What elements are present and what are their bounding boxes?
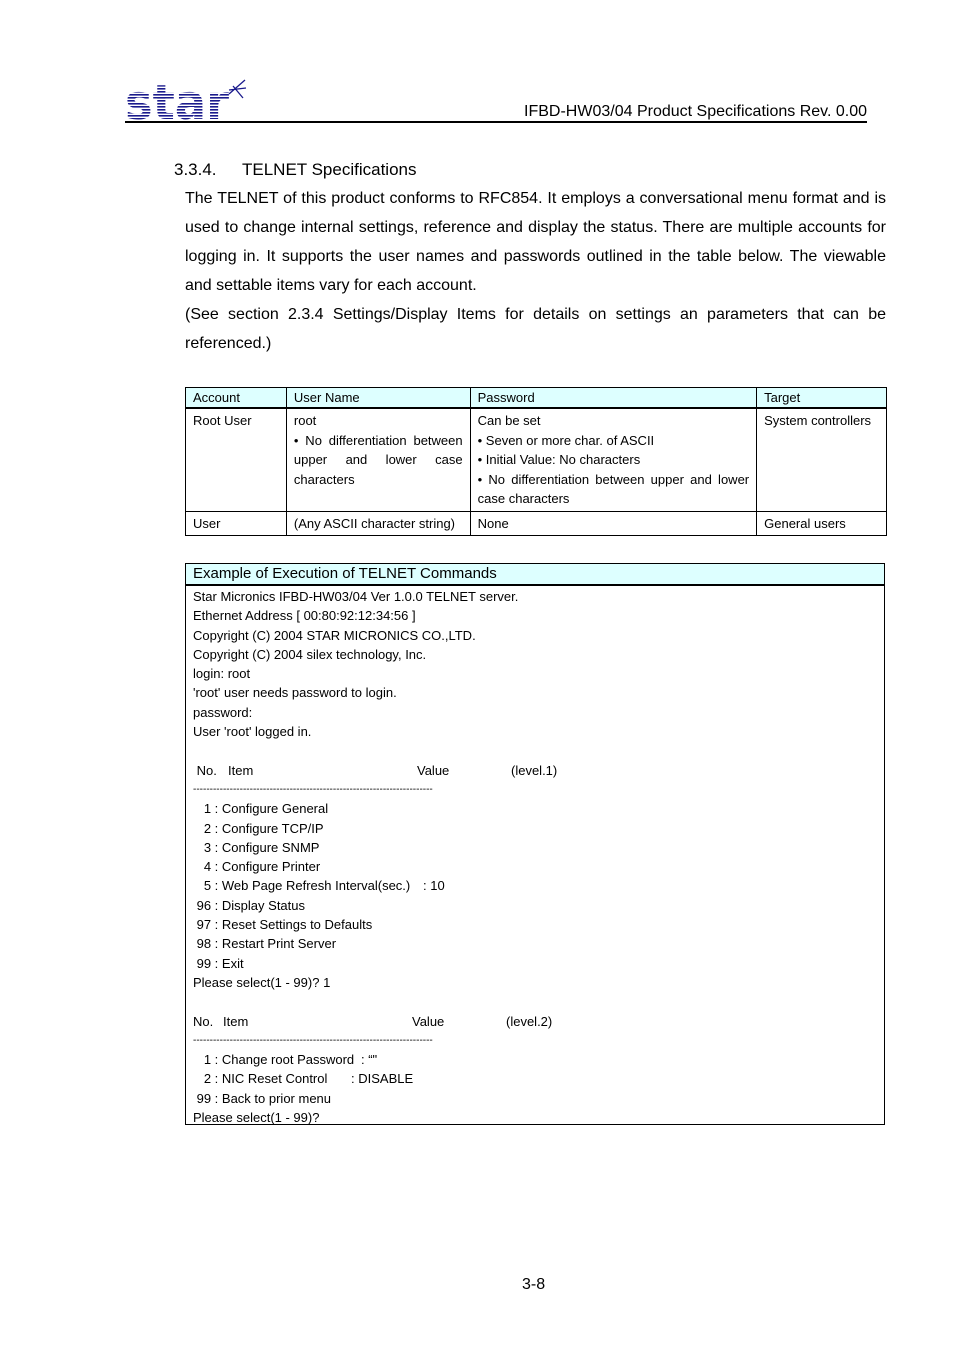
- intro-paragraph: The TELNET of this product conforms to RFC854. It employs a conversational menu format and is used to change internal settings, reference and display the status. There are multiple accounts for logging in. It supports the user names and passwords outlined in the table below. The viewable and settable items vary for each account.: [185, 190, 886, 294]
- star-logo: [125, 76, 247, 122]
- password-cell: [470, 408, 756, 511]
- menu-item: [193, 819, 518, 838]
- header-divider: [125, 121, 867, 123]
- console-line: [193, 741, 518, 760]
- logo-star-icon: [229, 80, 246, 98]
- user-name-cell: (Any ASCII character string): [286, 511, 470, 536]
- password-cell: None: [470, 511, 756, 536]
- column-header: Password: [470, 388, 756, 409]
- target-cell: General users: [757, 511, 887, 536]
- password-line: Can be set: [477, 413, 541, 428]
- account-cell: Root User: [186, 408, 287, 511]
- section-number: 3.3.4.: [174, 160, 217, 179]
- account-cell: User: [186, 511, 287, 536]
- console-line: Copyright (C) 2004 silex technology, Inc.: [193, 646, 427, 662]
- console-output: [193, 587, 558, 1127]
- telnet-example-box: [185, 563, 885, 1125]
- menu-col-item: Item: [228, 762, 254, 778]
- console-line: 'root' user needs password to login.: [193, 685, 397, 701]
- menu-col-value: Value: [417, 762, 450, 778]
- menu-item-label: 98 : Restart Print Server: [193, 936, 337, 952]
- menu-col-item: Item: [223, 1013, 249, 1029]
- menu-item: [193, 799, 518, 818]
- console-blank: [193, 992, 518, 1011]
- menu-level: (level.1): [511, 762, 558, 778]
- menu-item-value: : DISABLE: [351, 1071, 414, 1087]
- reference-paragraph: (See section 2.3.4 Settings/Display Items for details on settings an parameters that can be referenced.): [185, 306, 886, 352]
- menu-item-value: : 10: [423, 878, 445, 894]
- user-name-cell: [286, 408, 470, 511]
- menu-item-label: 1 : Change root Password: [193, 1052, 355, 1068]
- table-row: [186, 511, 887, 536]
- menu-item-label: 5 : Web Page Refresh Interval(sec.): [193, 878, 411, 894]
- target-cell: System controllers: [757, 408, 887, 511]
- column-header: User Name: [286, 388, 470, 409]
- menu-col-value: Value: [412, 1013, 445, 1029]
- menu-item-label: 97 : Reset Settings to Defaults: [193, 917, 373, 933]
- menu-item-value: : “": [361, 1052, 378, 1068]
- menu-item-label: 3 : Configure SNMP: [193, 839, 320, 855]
- menu-item-label: 2 : Configure TCP/IP: [193, 820, 324, 836]
- menu-item-label: 4 : Configure Printer: [193, 859, 321, 875]
- section-title: TELNET Specifications: [242, 160, 417, 179]
- menu-item: [193, 915, 518, 934]
- password-line: • Initial Value: No characters: [477, 452, 641, 467]
- page-number: 3-8: [522, 1276, 546, 1293]
- example-title: Example of Execution of TELNET Commands: [186, 564, 884, 586]
- console-prompt: Please select(1 - 99)? 1: [193, 974, 331, 990]
- table-header-row: [186, 388, 887, 409]
- table-row: [186, 408, 887, 511]
- menu-col-no: No.: [193, 762, 217, 778]
- menu2-header: [193, 1012, 553, 1031]
- console-line: login: root: [193, 666, 251, 682]
- menu-item-label: 96 : Display Status: [193, 897, 305, 913]
- menu-item-label: 99 : Back to prior menu: [193, 1090, 332, 1106]
- user-name-line: root: [293, 413, 317, 428]
- console-prompt: Please select(1 - 99)?: [193, 1110, 320, 1126]
- menu-item: [193, 876, 518, 895]
- menu-item: [193, 954, 518, 973]
- console-line: User 'root' logged in.: [193, 724, 312, 740]
- console-line: Ethernet Address [ 00:80:92:12:34:56 ]: [193, 608, 416, 624]
- console-rule: ------------------------------------------------------------------------: [193, 783, 433, 795]
- menu-item: [193, 934, 518, 953]
- section-heading: [174, 160, 416, 180]
- column-header: Target: [757, 388, 887, 409]
- password-line: • Seven or more char. of ASCII: [477, 432, 655, 448]
- menu-item: [193, 857, 518, 876]
- menu-item: [193, 1069, 518, 1088]
- document-title: IFBD-HW03/04 Product Specifications Rev. 0.00: [524, 103, 867, 120]
- console-line: Star Micronics IFBD-HW03/04 Ver 1.0.0 TELNET server.: [193, 589, 519, 604]
- menu-item-label: 99 : Exit: [193, 955, 244, 971]
- menu1-header: [193, 761, 558, 780]
- menu-item: [193, 838, 518, 857]
- column-header: Account: [186, 388, 287, 409]
- menu-item: [193, 1050, 518, 1069]
- menu-item-label: 1 : Configure General: [193, 801, 329, 817]
- menu-level: (level.2): [506, 1013, 553, 1029]
- console-line: Copyright (C) 2004 STAR MICRONICS CO.,LTD.: [193, 627, 476, 643]
- console-rule: ------------------------------------------------------------------------: [193, 1034, 433, 1046]
- user-name-line: • No differentiation between upper and lower case characters: [293, 432, 463, 487]
- menu-item-label: 2 : NIC Reset Control: [193, 1071, 328, 1087]
- menu-item: [193, 1089, 518, 1108]
- password-line: • No differentiation between upper and lower case characters: [477, 471, 750, 506]
- menu-item: [193, 896, 518, 915]
- console-line: password:: [193, 704, 253, 720]
- accounts-table: [185, 387, 887, 536]
- logo-wordmark: star: [125, 76, 230, 122]
- menu-col-no: No.: [193, 1013, 214, 1029]
